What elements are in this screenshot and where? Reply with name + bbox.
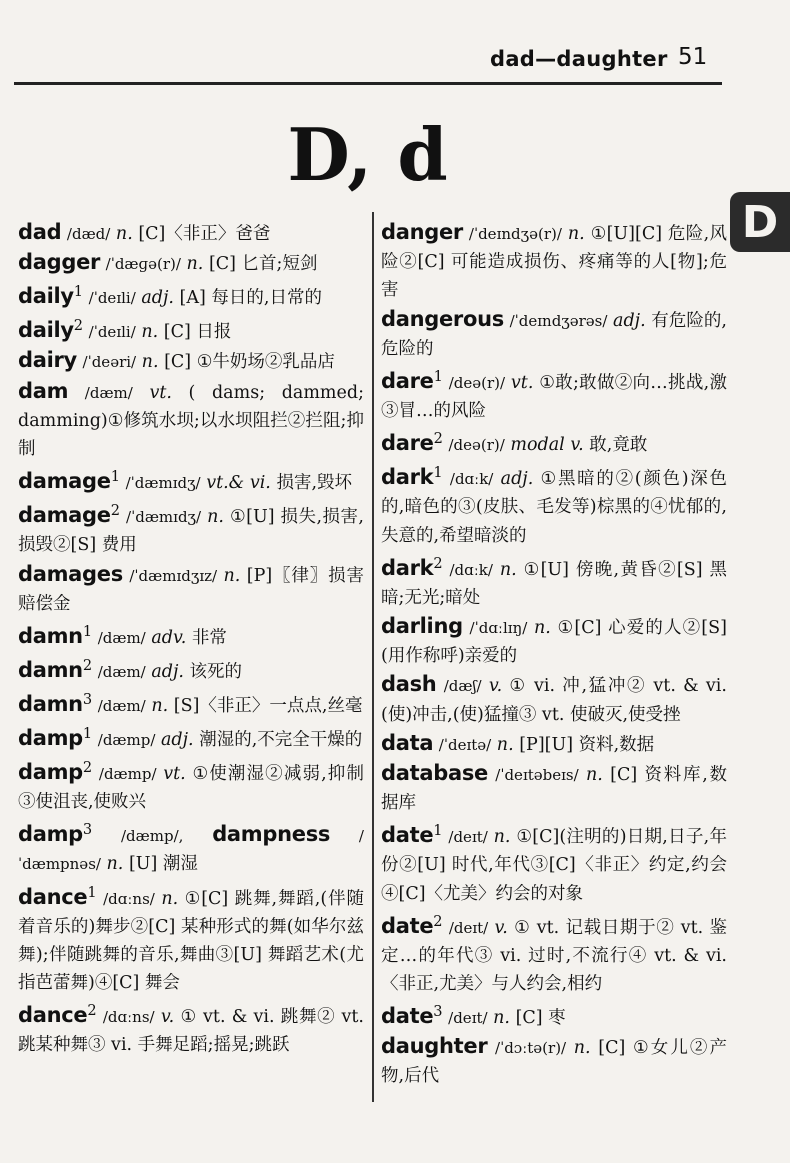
definition: [U] 潮湿 <box>128 854 198 875</box>
part-of-speech: n. <box>106 854 124 875</box>
dictionary-entry <box>18 686 364 720</box>
letter-title: D, d <box>287 112 448 197</box>
phonetic: /dæm/ <box>84 383 133 402</box>
definition: ① vi. 冲,猛冲② vt. & vi.(使)冲击,(使)猛撞③ vt. 使破灭,使受挫 <box>381 676 727 725</box>
part-of-speech: n. <box>141 322 159 343</box>
part-of-speech: v. <box>160 1007 175 1028</box>
part-of-speech: adj. <box>151 661 184 682</box>
definition: ① vt. 记载日期于② vt. 鉴定…的年代③ vi. 过时,不流行④ vt. & vi.〈非正,尤美〉与人约会,相约 <box>381 917 727 995</box>
definition: ①[U] 损失,损害,损毁②[S] 费用 <box>18 507 364 556</box>
headword: dare <box>381 368 434 393</box>
phonetic: /ˈdeəri/ <box>82 353 137 372</box>
phonetic: /deə(r)/ <box>448 373 506 392</box>
definition: ①[C] 跳舞,舞蹈,(伴随着音乐的)舞步②[C] 某种形式的舞(如华尔兹舞);伴随跳舞的音乐,舞曲③[U] 舞蹈艺术(尤指芭蕾舞)④[C] 舞会 <box>18 888 364 993</box>
dictionary-entry <box>18 879 364 998</box>
dictionary-entry <box>18 652 364 686</box>
dictionary-entry <box>18 346 364 376</box>
phonetic: /ˈdæmɪdʒɪz/ <box>129 566 218 585</box>
homograph-number: 1 <box>110 468 121 486</box>
part-of-speech: modal v. <box>510 435 584 456</box>
right-column <box>381 218 727 1091</box>
dictionary-entry <box>381 218 727 305</box>
definition: 有危险的,危险的 <box>381 310 727 359</box>
phonetic: /dæm/ <box>97 628 146 647</box>
dictionary-entry <box>381 550 727 612</box>
phonetic: /dæd/ <box>66 225 111 243</box>
definition: [A] 每日的,日常的 <box>179 288 322 309</box>
dictionary-entry <box>18 312 364 346</box>
phonetic: /deə(r)/ <box>448 436 505 455</box>
definition: [C] 日报 <box>163 322 232 343</box>
headword: database <box>381 760 488 785</box>
homograph-number: 2 <box>82 759 93 777</box>
part-of-speech: vt. <box>149 382 172 403</box>
definition: [P][U] 资料,数据 <box>519 734 655 755</box>
definition: [P]〖律〗损害赔偿金 <box>18 565 364 614</box>
homograph-number: 2 <box>433 912 443 930</box>
dictionary-entry <box>18 497 364 559</box>
dictionary-entry <box>381 759 727 817</box>
definition: 该死的 <box>189 661 243 682</box>
homograph-number: 2 <box>73 317 84 335</box>
headword: daily <box>18 284 74 309</box>
dictionary-entry <box>381 363 727 425</box>
part-of-speech: n. <box>115 224 133 244</box>
part-of-speech: n. <box>207 507 224 528</box>
part-of-speech: n. <box>499 559 517 580</box>
page-number: 51 <box>678 44 708 70</box>
homograph-number: 2 <box>433 430 443 448</box>
headword: dance <box>18 884 88 909</box>
headword: dam <box>18 378 69 403</box>
phonetic: /ˈdɑːlɪŋ/ <box>469 618 528 637</box>
headword: danger <box>381 220 463 244</box>
dictionary-entry <box>381 425 727 459</box>
phonetic: /ˈdeɪtə/ <box>438 735 492 754</box>
definition: [C] 资料库,数据库 <box>381 764 727 814</box>
phonetic: /dæm/ <box>97 662 146 681</box>
dictionary-entry <box>381 305 727 363</box>
phonetic: /ˈdæmɪdʒ/ <box>125 474 201 493</box>
homograph-number: 1 <box>73 283 84 301</box>
part-of-speech: n. <box>223 565 241 586</box>
part-of-speech: n. <box>585 764 603 785</box>
homograph-number: 1 <box>82 622 93 640</box>
part-of-speech: n. <box>496 734 514 755</box>
definition: [S]〈非正〉一点点,丝毫 <box>173 695 363 716</box>
dictionary-entry <box>18 463 364 497</box>
part-of-speech: n. <box>567 224 585 244</box>
definition: ①[U] 傍晚,黄昏②[S] 黑暗;无光;暗处 <box>381 559 727 608</box>
definition: ①[C] 心爱的人②[S](用作称呼)亲爱的 <box>381 617 727 667</box>
guide-words: dad—daughter <box>490 47 668 71</box>
definition: 敢,竟敢 <box>589 435 648 456</box>
dictionary-entry <box>381 1032 727 1090</box>
definition: [C] 枣 <box>515 1008 566 1029</box>
headword: damn <box>18 691 83 716</box>
phonetic: /dɑːns/ <box>103 889 155 908</box>
dictionary-entry <box>381 998 727 1032</box>
headword: damage <box>18 469 111 494</box>
definition: [C] ①牛奶场②乳品店 <box>164 352 335 373</box>
homograph-number: 2 <box>433 554 443 572</box>
phonetic: /ˈdeɪli/ <box>88 289 136 308</box>
part-of-speech: adj. <box>161 729 194 750</box>
phonetic: /ˈdeɪtəbeɪs/ <box>495 765 579 784</box>
headword: dad <box>18 220 62 244</box>
definition: ①敢;敢做②向…挑战,激③冒…的风险 <box>381 372 727 422</box>
definition: 非常 <box>191 627 227 648</box>
dictionary-entry <box>381 908 727 998</box>
dictionary-entry <box>381 612 727 670</box>
part-of-speech: n. <box>161 888 179 909</box>
dictionary-entry <box>18 720 364 754</box>
thumb-index-tab: D <box>730 192 790 252</box>
phonetic: /deɪt/ <box>448 918 489 937</box>
headword: damage <box>18 503 111 528</box>
homograph-number: 3 <box>433 1003 443 1021</box>
definition: ①[U][C] 危险,风险②[C] 可能造成损伤、疼痛等的人[物];危害 <box>381 224 727 301</box>
phonetic: /ˈdæɡə(r)/ <box>105 255 181 274</box>
part-of-speech: adj. <box>500 469 534 490</box>
part-of-speech: adv. <box>151 627 187 648</box>
phonetic: /dæmp/ <box>97 730 156 749</box>
phonetic: /dæmp/, <box>121 827 184 846</box>
phonetic: /dɑːk/ <box>449 470 494 489</box>
phonetic: /ˈdeɪndʒə(r)/ <box>468 225 562 243</box>
homograph-number: 1 <box>433 822 443 840</box>
part-of-speech: v. <box>488 676 503 697</box>
headword: damp <box>18 725 83 750</box>
part-of-speech: vt.& vi. <box>206 473 271 494</box>
headword: daily <box>18 318 74 343</box>
dictionary-entry <box>18 218 364 248</box>
headword: dare <box>381 431 434 456</box>
definition: [C] 匕首;短剑 <box>208 254 318 275</box>
part-of-speech: n. <box>186 254 204 275</box>
phonetic: /dæmp/ <box>98 764 157 783</box>
definition: 潮湿的,不完全干燥的 <box>199 729 363 750</box>
phonetic: /ˈdæmɪdʒ/ <box>126 508 202 527</box>
phonetic: /ˈdeɪli/ <box>88 323 136 342</box>
part-of-speech: vt. <box>163 763 186 784</box>
homograph-number: 1 <box>87 883 97 901</box>
headword: damp <box>18 822 83 847</box>
headword: damn <box>18 623 83 648</box>
dictionary-entry <box>18 278 364 312</box>
headword: dark <box>381 555 434 580</box>
headword: dairy <box>18 348 77 373</box>
dictionary-entry <box>381 459 727 549</box>
phonetic: /dɑːk/ <box>449 560 493 579</box>
dictionary-entry <box>381 670 727 728</box>
headword: dangerous <box>381 306 504 331</box>
dictionary-entry <box>18 248 364 278</box>
homograph-number: 2 <box>82 656 93 674</box>
headword: date <box>381 913 434 938</box>
dictionary-entry <box>381 729 727 759</box>
headword: dark <box>381 465 434 490</box>
part-of-speech: n. <box>493 1008 510 1029</box>
homograph-number: 1 <box>433 464 443 482</box>
headword: dampness <box>212 822 331 847</box>
part-of-speech: n. <box>141 352 159 373</box>
headword: data <box>381 730 434 755</box>
part-of-speech: adj. <box>613 310 646 331</box>
headword: dash <box>381 672 437 697</box>
part-of-speech: n. <box>534 617 551 638</box>
header-rule <box>14 82 722 85</box>
part-of-speech: vt. <box>510 372 534 393</box>
phonetic: /ˈdɔːtə(r)/ <box>495 1039 567 1058</box>
dictionary-entry <box>18 618 364 652</box>
dictionary-entry <box>18 816 364 878</box>
homograph-number: 2 <box>87 1002 97 1020</box>
homograph-number: 2 <box>110 502 121 520</box>
homograph-number: 1 <box>82 725 93 743</box>
dictionary-entry <box>18 754 364 816</box>
definition: ①黑暗的②(颜色)深色的,暗色的③(皮肤、毛发等)棕黑的④忧郁的,失意的,希望暗淡的 <box>381 469 727 546</box>
definition: ①使潮湿②减弱,抑制③使沮丧,使败兴 <box>18 763 364 813</box>
headword: date <box>381 823 434 848</box>
headword: date <box>381 1004 434 1029</box>
definition: ① vt. & vi. 跳舞② vt. 跳某种舞③ vi. 手舞足蹈;摇晃;跳跃 <box>18 1007 364 1056</box>
part-of-speech: n. <box>151 695 169 716</box>
column-divider <box>372 212 374 1102</box>
headword: darling <box>381 613 463 638</box>
headword: damp <box>18 759 83 784</box>
definition: [C]〈非正〉爸爸 <box>138 224 271 244</box>
headword: damn <box>18 657 83 682</box>
headword: daughter <box>381 1034 488 1059</box>
homograph-number: 3 <box>82 691 93 709</box>
headword: dance <box>18 1003 88 1028</box>
homograph-number: 3 <box>82 821 93 839</box>
part-of-speech: adj. <box>141 288 174 309</box>
definition: ( dams; dammed; damming)①修筑水坝;以水坝阻拦②拦阻;抑制 <box>18 382 364 460</box>
definition: 损害,毁坏 <box>276 473 353 494</box>
definition: ①[C](注明的)日期,日子,年份②[U] 时代,年代③[C]〈非正〉约定,约会④[C]〈尤美〉约会的对象 <box>381 827 727 904</box>
phonetic: /ˈdeɪndʒərəs/ <box>509 311 608 330</box>
headword: damages <box>18 561 123 586</box>
phonetic: /dæʃ/ <box>443 677 482 696</box>
dictionary-entry <box>18 560 364 618</box>
dictionary-entry <box>18 377 364 464</box>
phonetic: /deɪt/ <box>448 1009 488 1028</box>
part-of-speech: v. <box>494 917 508 938</box>
part-of-speech: n. <box>573 1038 591 1059</box>
left-column <box>18 218 364 1059</box>
part-of-speech: n. <box>493 827 511 848</box>
dictionary-entry <box>381 817 727 907</box>
headword: dagger <box>18 250 101 275</box>
definition: [C] ①女儿②产物,后代 <box>381 1038 727 1087</box>
phonetic: /deɪt/ <box>448 828 488 847</box>
phonetic: /dæm/ <box>97 696 146 715</box>
phonetic: /ˈdæmpnəs/ <box>18 827 364 874</box>
phonetic: /dɑːns/ <box>102 1008 155 1027</box>
homograph-number: 1 <box>433 368 443 386</box>
dictionary-entry <box>18 997 364 1059</box>
